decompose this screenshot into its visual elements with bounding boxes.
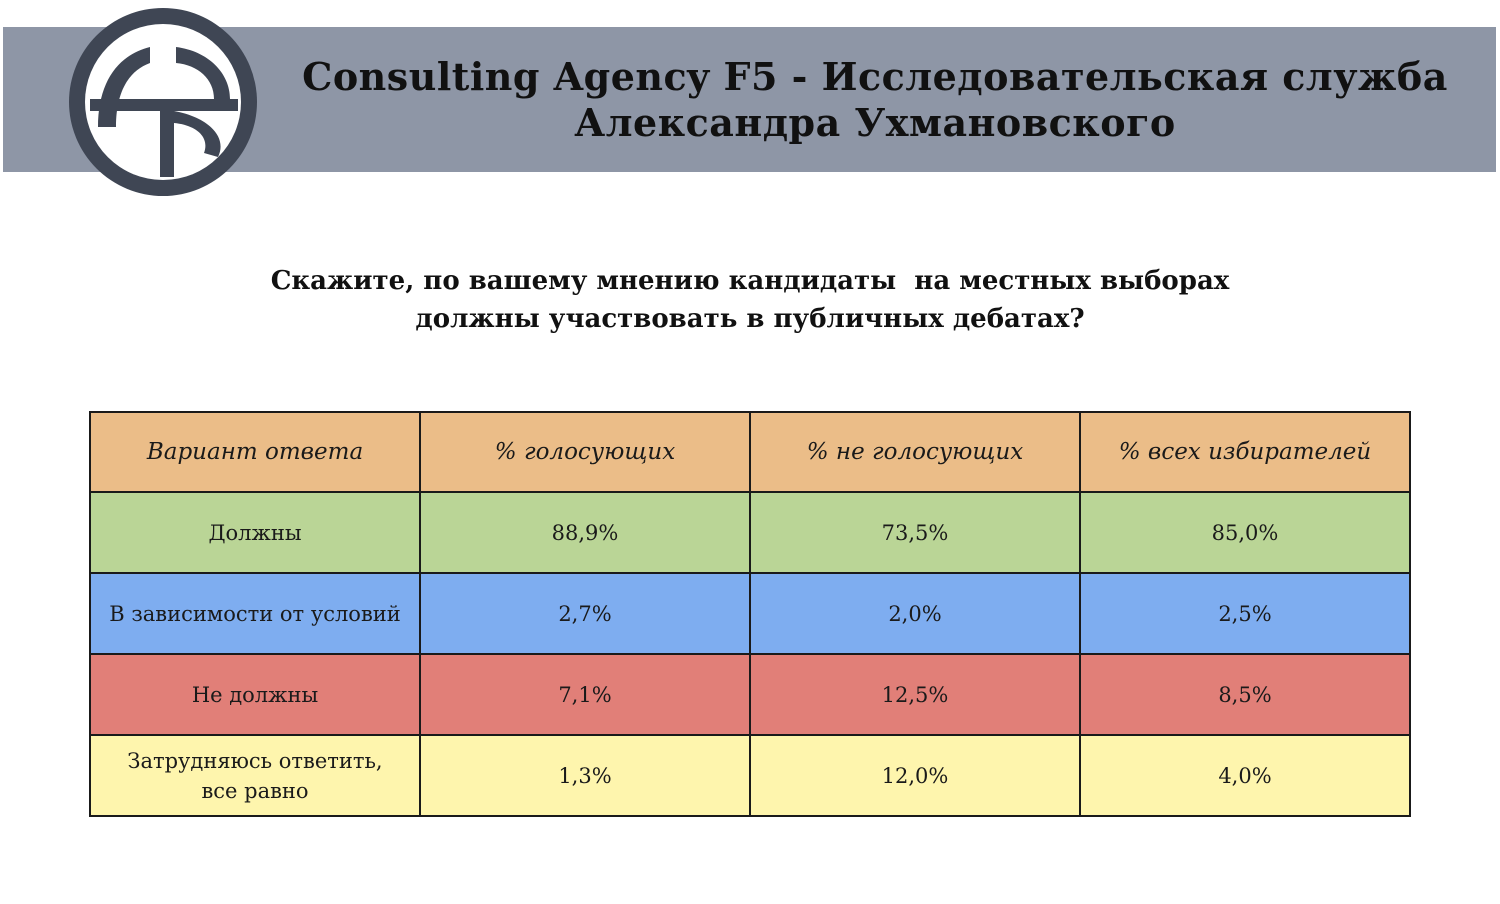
table-header-row	[90, 412, 1410, 492]
page-title-line-2: Александра Ухмановского	[574, 100, 1176, 145]
value-cell: 12,0%	[750, 735, 1080, 816]
table-row	[90, 654, 1410, 735]
value-cell: 8,5%	[1080, 654, 1410, 735]
value-cell: 2,0%	[750, 573, 1080, 654]
value-cell: 2,7%	[420, 573, 750, 654]
survey-question-line-1: Скажите, по вашему мнению кандидаты на местных выборах	[270, 266, 1230, 296]
page-title	[270, 54, 1480, 146]
column-header-voters: % голосующих	[420, 412, 750, 492]
answer-label: В зависимости от условий	[90, 573, 420, 654]
column-header-answer: Вариант ответа	[90, 412, 420, 492]
table-row	[90, 735, 1410, 816]
answer-label: Должны	[90, 492, 420, 573]
f5-logo-icon	[68, 7, 258, 197]
value-cell: 85,0%	[1080, 492, 1410, 573]
value-cell: 2,5%	[1080, 573, 1410, 654]
survey-question	[150, 262, 1350, 338]
results-table	[89, 411, 1411, 817]
column-header-non-voters: % не голосующих	[750, 412, 1080, 492]
table-row	[90, 573, 1410, 654]
value-cell: 12,5%	[750, 654, 1080, 735]
answer-label: Затрудняюсь ответить, все равно	[90, 735, 420, 816]
value-cell: 7,1%	[420, 654, 750, 735]
column-header-all-electors: % всех избирателей	[1080, 412, 1410, 492]
value-cell: 1,3%	[420, 735, 750, 816]
page-title-line-1: Consulting Agency F5 - Исследовательская служба	[302, 54, 1448, 99]
survey-question-line-2: должны участвовать в публичных дебатах?	[415, 304, 1085, 334]
value-cell: 4,0%	[1080, 735, 1410, 816]
answer-label: Не должны	[90, 654, 420, 735]
table-row	[90, 492, 1410, 573]
value-cell: 73,5%	[750, 492, 1080, 573]
value-cell: 88,9%	[420, 492, 750, 573]
